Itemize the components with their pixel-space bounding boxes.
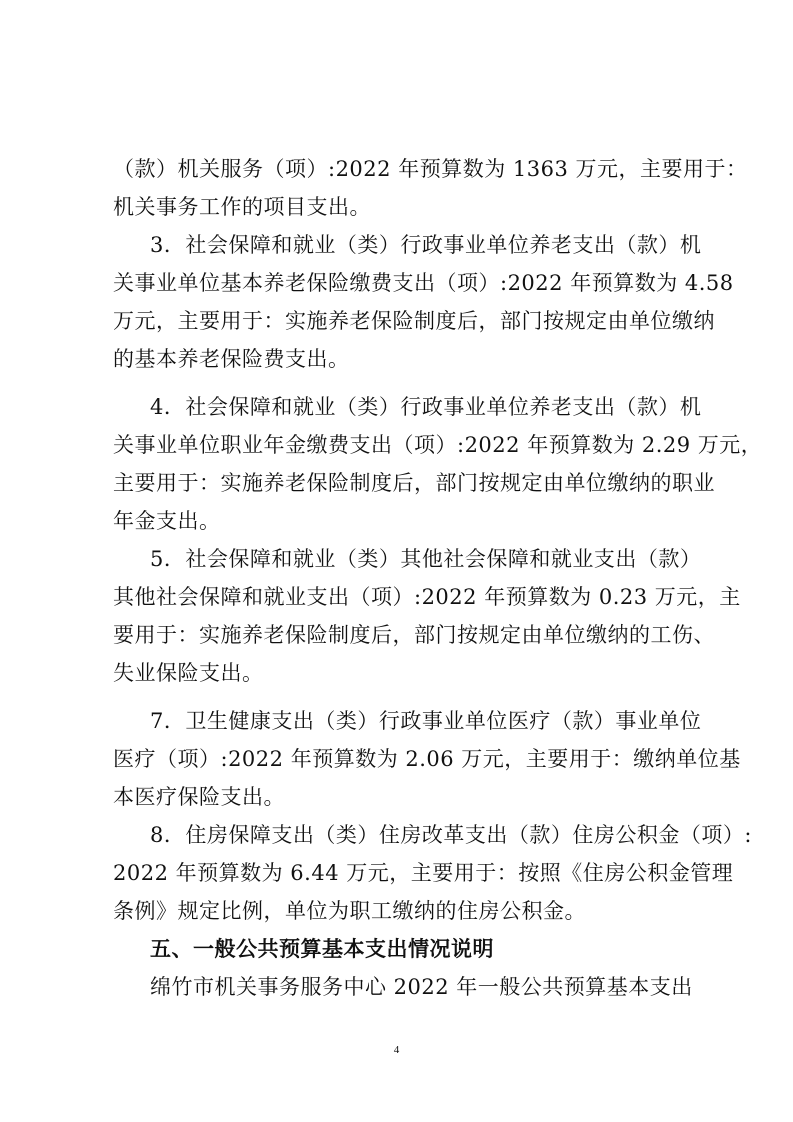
text-line-1: （款）机关服务（项）:2022 年预算数为 1363 万元，主要用于：: [113, 157, 748, 181]
text-line-2: 机关事务工作的项目支出。: [113, 195, 371, 219]
paragraph-5-line-2: 其他社会保障和就业支出（项）:2022 年预算数为 0.23 万元，主: [113, 585, 741, 609]
paragraph-5-line-3: 要用于：实施养老保险制度后，部门按规定由单位缴纳的工伤、: [113, 623, 715, 647]
paragraph-8-line-2: 2022 年预算数为 6.44 万元，主要用于：按照《住房公积金管理: [113, 861, 734, 885]
paragraph-8-line-1: 8．住房保障支出（类）住房改革支出（款）住房公积金（项）:: [150, 823, 752, 847]
section-heading: 五、一般公共预算基本支出情况说明: [150, 937, 494, 961]
paragraph-3-line-4: 的基本养老保险费支出。: [113, 347, 350, 371]
paragraph-5-line-1: 5．社会保障和就业（类）其他社会保障和就业支出（款）: [150, 547, 702, 571]
page-number: 4: [393, 1044, 400, 1056]
paragraph-7-line-3: 本医疗保险支出。: [113, 785, 285, 809]
paragraph-5-line-4: 失业保险支出。: [113, 661, 264, 685]
paragraph-3-line-3: 万元，主要用于：实施养老保险制度后，部门按规定由单位缴纳: [113, 309, 715, 333]
paragraph-4-line-4: 年金支出。: [113, 509, 221, 533]
paragraph-8-line-3: 条例》规定比例，单位为职工缴纳的住房公积金。: [113, 899, 586, 923]
paragraph-7-line-2: 医疗（项）:2022 年预算数为 2.06 万元，主要用于：缴纳单位基: [113, 747, 741, 771]
paragraph-4-line-1: 4．社会保障和就业（类）行政事业单位养老支出（款）机: [150, 395, 702, 419]
paragraph-3-line-2: 关事业单位基本养老保险缴费支出（项）:2022 年预算数为 4.58: [113, 271, 734, 295]
section-paragraph-line-1: 绵竹市机关事务服务中心 2022 年一般公共预算基本支出: [150, 975, 693, 999]
paragraph-3-line-1: 3．社会保障和就业（类）行政事业单位养老支出（款）机: [150, 233, 702, 257]
paragraph-4-line-3: 主要用于：实施养老保险制度后，部门按规定由单位缴纳的职业: [113, 471, 715, 495]
paragraph-4-line-2: 关事业单位职业年金缴费支出（项）:2022 年预算数为 2.29 万元，: [113, 433, 763, 457]
paragraph-7-line-1: 7．卫生健康支出（类）行政事业单位医疗（款）事业单位: [150, 709, 702, 733]
